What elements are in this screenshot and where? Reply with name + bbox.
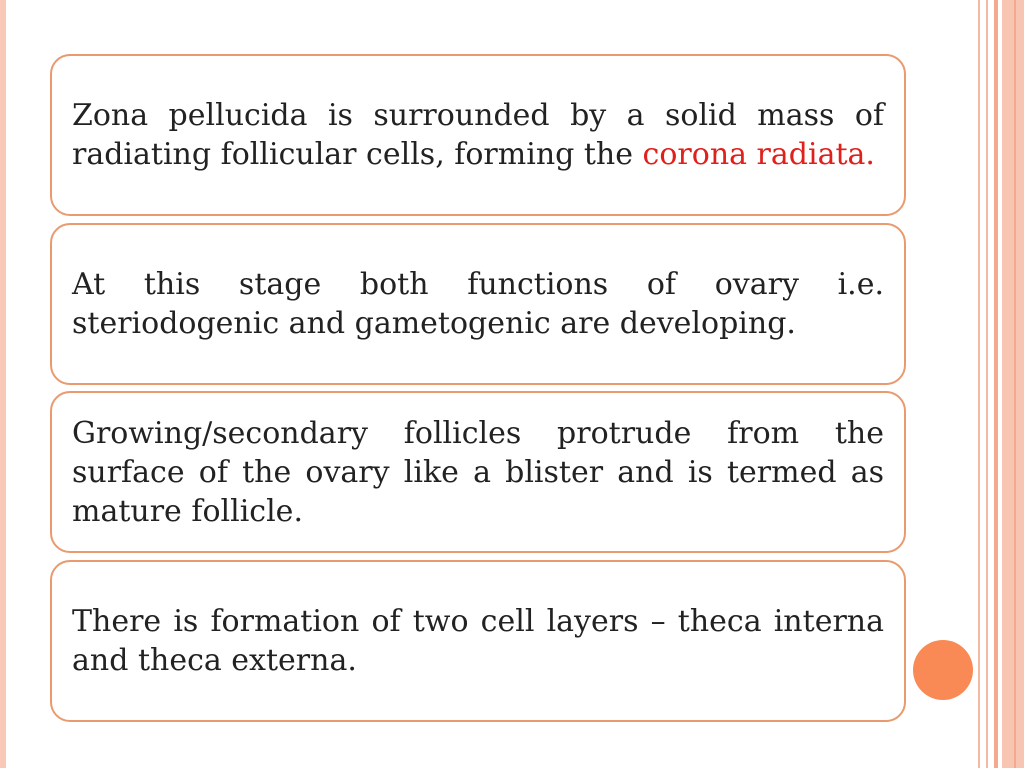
stripe — [1002, 0, 1024, 768]
content-box-4 — [50, 560, 906, 722]
stripe — [994, 0, 998, 768]
decorative-circle — [913, 640, 973, 700]
right-decorative-stripes — [978, 0, 1024, 768]
box-3-text: Growing/secondary follicles protrude from the surface of the ovary like a blister and is termed as mature follicle. — [72, 415, 884, 529]
left-decorative-stripe — [0, 0, 6, 768]
stripe — [1014, 0, 1016, 768]
box-2-text: At this stage both functions of ovary i.e. steriodogenic and gametogenic are developing. — [72, 267, 884, 341]
content-box-2 — [50, 223, 906, 385]
box-1-highlight: corona radiata. — [642, 137, 875, 172]
stripe — [986, 0, 988, 768]
content-box-3 — [50, 391, 906, 553]
box-4-text: There is formation of two cell layers – theca interna and theca externa. — [72, 604, 884, 678]
box-1-text — [72, 96, 884, 174]
content-box-1 — [50, 54, 906, 216]
stripe — [978, 0, 980, 768]
box-1-body: Zona pellucida is surrounded by a solid mass of radiating follicular cells, forming the — [72, 98, 884, 172]
